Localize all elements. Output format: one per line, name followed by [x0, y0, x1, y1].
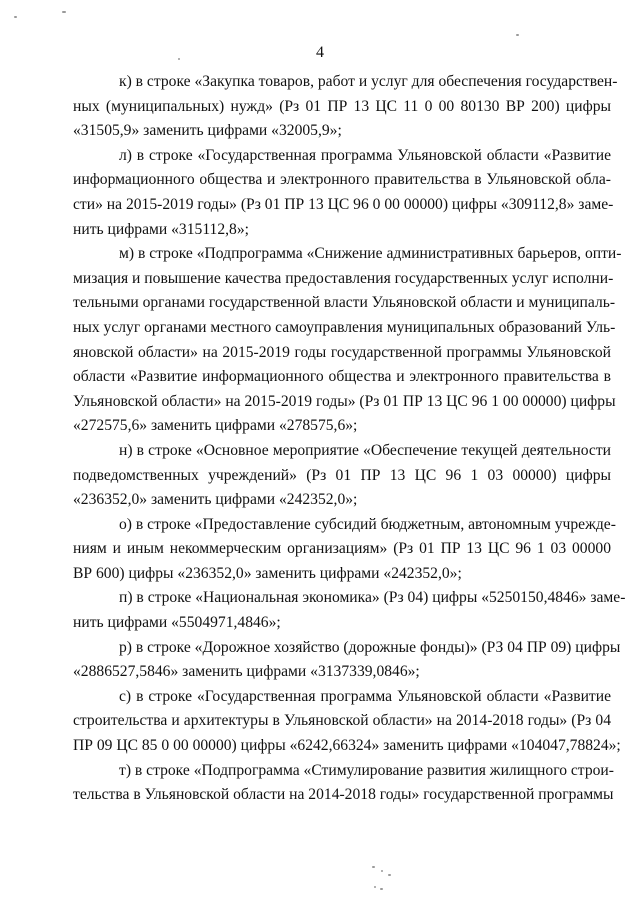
text-line: «272575,6» заменить цифрами «278575,6»; — [73, 417, 358, 435]
text-line: подведомственных учреждений» (Рз 01 ПР 13 ЦС 96 1 03 00000) цифры — [73, 466, 611, 484]
text-line: тельными органами государственной власти Ульяновской области и муниципаль- — [73, 294, 616, 312]
scan-speck — [372, 866, 375, 868]
text-line: сти» на 2015-2019 годы» (Рз 01 ПР 13 ЦС 96 0 00 00000) цифры «309112,8» заме- — [73, 195, 614, 213]
text-line: Ульяновской области» на 2015-2019 годы» (Рз 01 ПР 13 ЦС 96 1 00 00000) цифры — [73, 392, 616, 410]
text-line: ВР 600) цифры «236352,0» заменить цифрами «242352,0»; — [73, 564, 462, 582]
text-line: о) в строке «Предоставление субсидий бюджетным, автономным учрежде- — [119, 515, 616, 533]
scan-speck — [381, 870, 383, 872]
text-line: ПР 09 ЦС 85 0 00 00000) цифры «6242,66324» заменить цифрами «104047,78824»; — [73, 737, 621, 755]
text-line: ных (муниципальных) нужд» (Рз 01 ПР 13 ЦС 11 0 00 80130 ВР 200) цифры — [73, 97, 611, 115]
text-line: «236352,0» заменить цифрами «242352,0»; — [73, 491, 358, 509]
text-line: ных услуг органами местного самоуправления муниципальных образований Уль- — [73, 318, 616, 336]
text-line: строительства и архитектуры в Ульяновской области» на 2014-2018 годы» (Рз 04 — [73, 712, 611, 730]
text-line: информационного общества и электронного правительства в Ульяновской обла- — [73, 171, 611, 189]
text-line: тельства в Ульяновской области на 2014-2018 годы» государственной программы — [73, 786, 614, 804]
text-line: м) в строке «Подпрограмма «Снижение административных барьеров, опти- — [119, 245, 622, 263]
text-line: нить цифрами «315112,8»; — [73, 220, 249, 238]
text-line: к) в строке «Закупка товаров, работ и услуг для обеспечения государствен- — [119, 73, 618, 90]
scan-speck — [14, 16, 17, 18]
text-line: ниям и иным некоммерческим организациям» (Рз 01 ПР 13 ЦС 96 1 03 00000 — [73, 540, 611, 558]
scan-speck — [62, 11, 66, 13]
text-line: т) в строке «Подпрограмма «Стимулирование развития жилищного строи- — [119, 761, 614, 779]
text-line: «31505,9» заменить цифрами «32005,9»; — [73, 122, 342, 140]
text-line: области «Развитие информационного общества и электронного правительства в — [73, 368, 611, 386]
text-line: «2886527,5846» заменить цифрами «3137339,0846»; — [73, 663, 420, 681]
text-line: нить цифрами «5504971,4846»; — [73, 614, 281, 632]
page-number: 4 — [316, 44, 324, 61]
document-body — [73, 70, 626, 808]
text-line: мизация и повышение качества предоставления государственных услуг исполни- — [73, 269, 614, 287]
text-line: яновской области» на 2015-2019 годы государственной программы Ульяновской — [73, 343, 611, 361]
scan-speck — [516, 34, 519, 36]
text-line: п) в строке «Национальная экономика» (Рз 04) цифры «5250150,4846» заме- — [119, 589, 626, 607]
text-line: р) в строке «Дорожное хозяйство (дорожные фонды)» (РЗ 04 ПР 09) цифры — [119, 638, 621, 656]
scan-speck — [388, 874, 391, 876]
scan-speck — [178, 58, 180, 60]
text-line: н) в строке «Основное мероприятие «Обеспечение текущей деятельности — [119, 441, 611, 459]
scan-speck — [380, 888, 383, 890]
scan-speck — [374, 886, 376, 888]
text-line: л) в строке «Государственная программа Ульяновской области «Развитие — [119, 146, 611, 164]
text-line: с) в строке «Государственная программа Ульяновской области «Развитие — [119, 687, 611, 705]
